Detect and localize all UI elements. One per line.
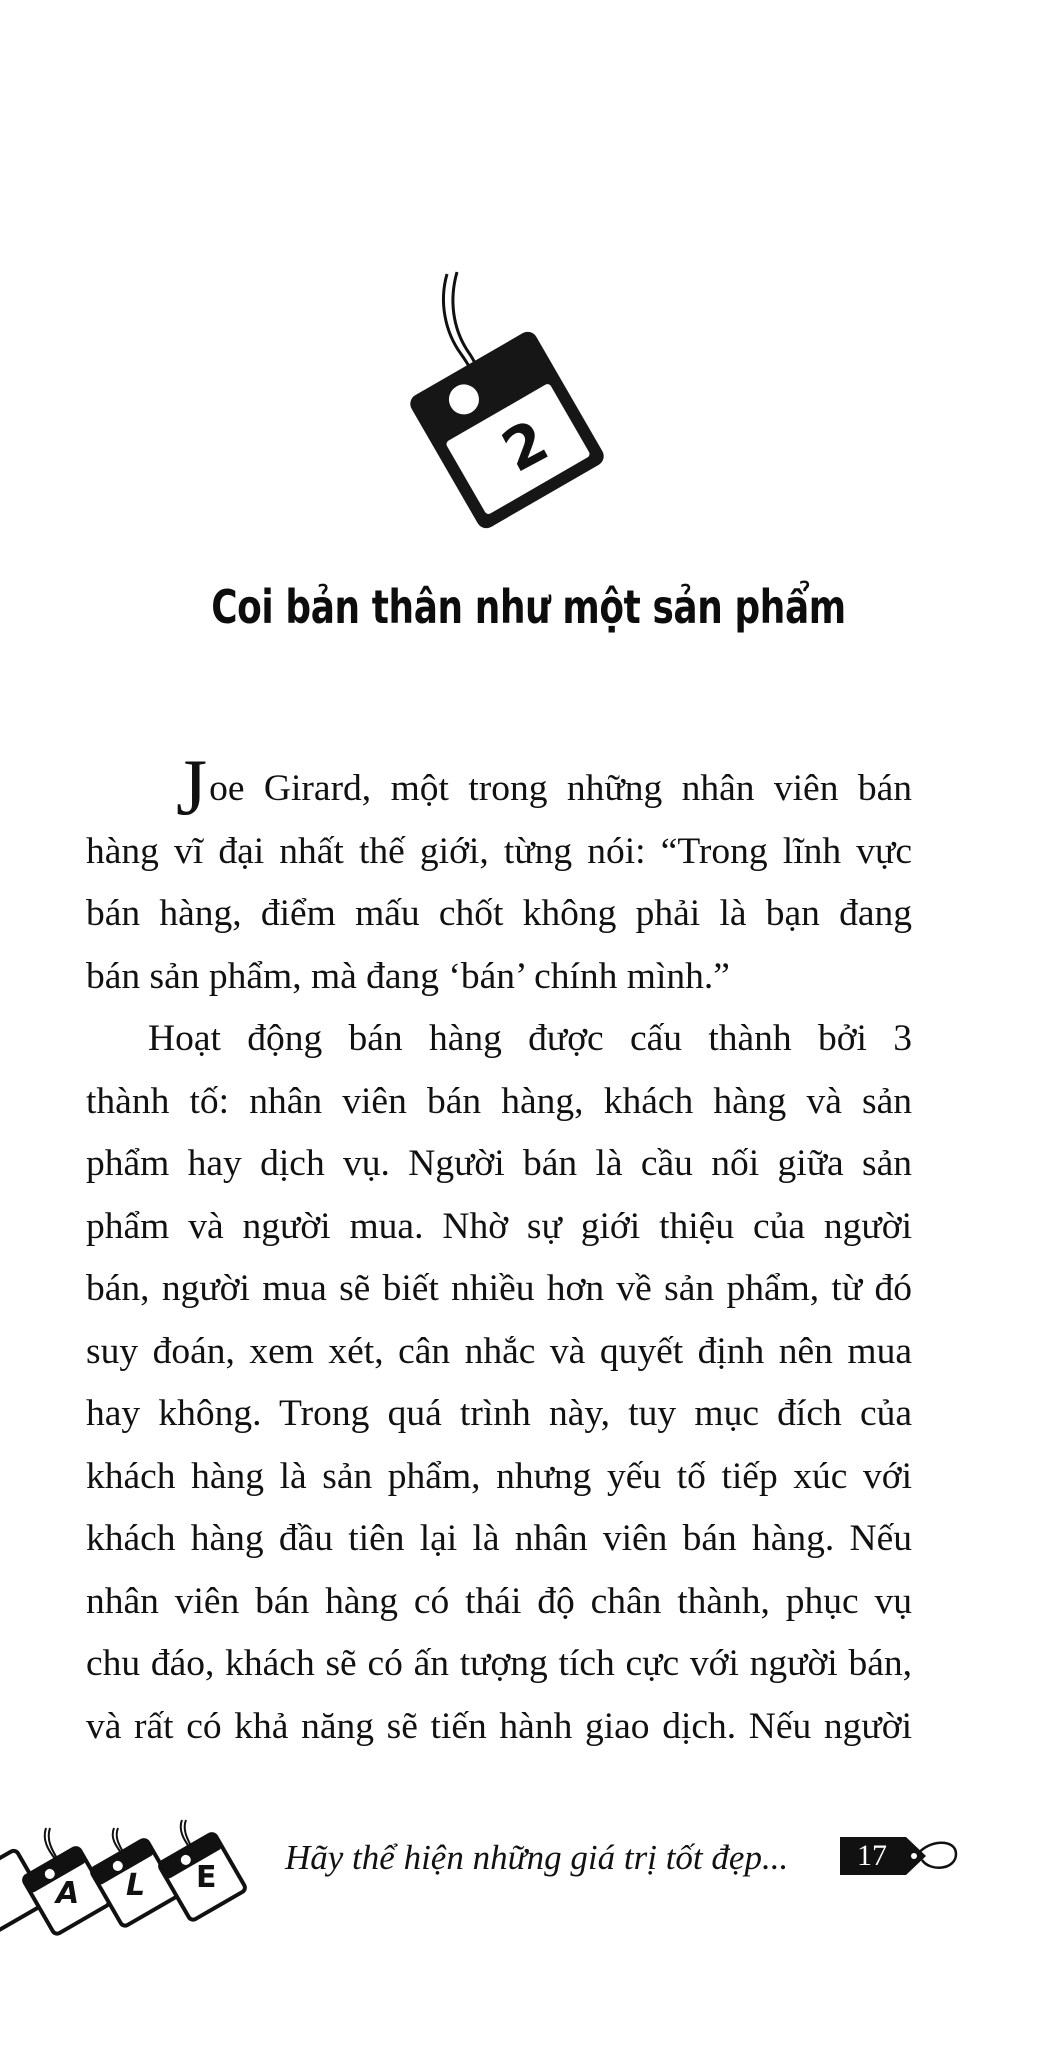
drop-cap: J — [176, 744, 208, 832]
tag-letter-l: L — [126, 1868, 146, 1903]
text-line: phẩm và người mua. Nhờ sự giới thiệu của người — [86, 1205, 912, 1247]
text-line: bán hàng, điểm mấu chốt không phải là bạn đang — [86, 893, 912, 934]
tag-letter-e: E — [196, 1860, 217, 1895]
text-line: và rất có khả năng sẽ tiến hành giao dịch. Nếu người — [86, 1705, 912, 1747]
text-line: phẩm hay dịch vụ. Người bán là cầu nối giữa sản — [86, 1143, 912, 1184]
page-footer — [0, 1800, 1057, 1940]
paragraph-2 — [86, 1008, 912, 1758]
page-number: 17 — [857, 1839, 887, 1872]
text-line: hay không. Trong quá trình này, tuy mục đích của — [86, 1393, 912, 1434]
running-footer-title: Hãy thể hiện những giá trị tốt đẹp... — [285, 1838, 789, 1877]
text-line: bán, người mua sẽ biết nhiều hơn về sản phẩm, từ đó — [86, 1268, 912, 1309]
paragraph-1 — [86, 744, 912, 1008]
body-text — [86, 744, 912, 1758]
chapter-number: 2 — [491, 406, 559, 486]
text-line: nhân viên bán hàng có thái độ chân thành, phục vụ — [86, 1580, 912, 1622]
tag-letter-a: A — [56, 1876, 80, 1911]
text-line: chu đáo, khách sẽ có ấn tượng tích cực với người bán, — [86, 1643, 912, 1684]
text-line: Hoạt động bán hàng được cấu thành bởi 3 — [148, 1018, 912, 1059]
hanging-tag-icon — [395, 262, 625, 552]
text-line: thành tố: nhân viên bán hàng, khách hàng và sản — [86, 1080, 912, 1122]
text-line: Joe Girard, một trong những nhân viên bán — [176, 744, 912, 832]
chapter-title: Coi bản thân như một sản phẩm — [211, 580, 846, 634]
text-line: khách hàng đầu tiên lại là nhân viên bán hàng. Nếu — [86, 1518, 912, 1559]
chapter-number-tag — [395, 262, 625, 552]
text-line: suy đoán, xem xét, cân nhắc và quyết định nên mua — [86, 1330, 912, 1372]
text-line: bán sản phẩm, mà đang ‘bán’ chính mình.” — [86, 955, 730, 997]
text-line: hàng vĩ đại nhất thế giới, từng nói: “Trong lĩnh vực — [86, 830, 912, 872]
sale-tags-decoration — [0, 1800, 260, 1940]
text-line: khách hàng là sản phẩm, nhưng yếu tố tiếp xúc với — [86, 1455, 912, 1497]
